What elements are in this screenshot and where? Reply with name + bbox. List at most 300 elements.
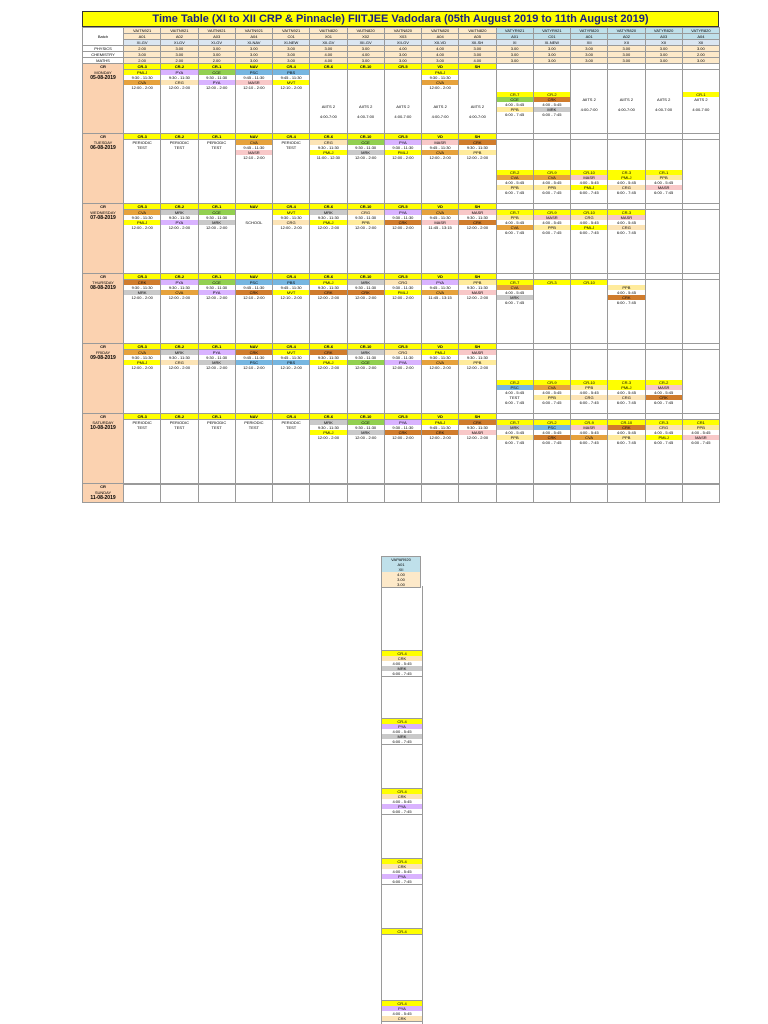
room-label: VD [422,274,459,280]
class-entry: 9:30 - 11:30 [317,285,339,290]
class-entry: PYA [385,140,421,145]
class-entry: PPB [534,185,570,190]
side-batch-column [381,556,421,1021]
batch-class: XI-NAV [235,40,272,46]
subject-hours: 3.00 [384,52,421,58]
room-label: SH [459,134,496,140]
subject-hours: 4.00 [310,52,347,58]
class-entry: PMLJ [124,70,160,75]
evening-slot [646,170,682,195]
class-entry: 12:00 - 2:00 [392,365,414,370]
class-entry: 9:45 - 11:30 [429,145,451,150]
evening-room: CR-3 [608,170,644,175]
class-entry: 9:30 - 11:30 [131,215,153,220]
schedule-cell [608,140,645,204]
class-entry: PPB [608,435,644,440]
schedule-cell [459,210,496,274]
batch-code: C01 [533,34,570,40]
class-entry: PSC [534,425,570,430]
side-entry: 4:00 - 5:45 [392,799,412,804]
class-entry [683,112,719,117]
class-entry: CRG [348,210,384,215]
schedule-cell [124,485,161,503]
class-entry: CVA [534,385,570,390]
class-entry: MRK [348,430,384,435]
class-entry: 12:00 - 2:00 [466,155,489,160]
subject-hours: 3.00 [235,52,272,58]
class-entry: 9:30 - 11:30 [168,285,190,290]
schedule-cell [161,485,198,503]
schedule-cell [645,485,682,503]
class-entry: 6:00 - 7:45 [505,112,525,117]
class-entry: PPB [497,107,533,112]
batch-name: VAITN921 [235,28,272,34]
evening-slot [497,92,533,117]
class-entry [124,435,160,440]
class-entry: PYA [161,70,197,75]
class-entry: 9:45 - 11:30 [280,285,302,290]
room-label: NAV [235,134,272,140]
schedule-cell [124,70,161,134]
room-label: CR-10 [347,134,384,140]
room-label: CR-5 [384,274,421,280]
subject-hours: 2.00 [124,46,161,52]
class-entry: CVA [124,210,160,215]
class-entry: 12:00 - 2:00 [429,365,451,370]
class-entry: MRK [348,350,384,355]
class-entry: CCE [348,140,384,145]
schedule-cell [459,70,496,134]
schedule-cell [235,140,272,204]
day-cell [83,134,124,204]
schedule-cell [496,70,533,134]
class-entry: 12:00 - 2:00 [466,365,489,370]
schedule-cell [310,350,347,414]
class-entry: PYA [199,80,235,85]
class-entry: AIITS 2 [470,104,485,109]
class-entry: 9:30 - 11:30 [206,285,228,290]
batch-class: XI-GV [124,40,161,46]
side-entry: PYA [382,804,422,809]
class-entry: 9:45 - 11:30 [243,285,265,290]
schedule-cell [347,485,384,503]
class-entry: 9:30 - 11:30 [131,355,153,360]
subject-hours: 3.00 [496,58,533,64]
class-entry: 6:00 - 7:45 [542,112,562,117]
batch-code: A04 [682,34,719,40]
evening-slot [497,420,533,445]
class-entry: TEST [248,425,259,430]
class-entry: 4:00-7:00 [394,114,412,119]
side-entry: 4:00 - 5:45 [392,1011,412,1016]
class-entry: CRK [385,220,421,225]
class-entry: 12:00 - 2:00 [429,155,451,160]
class-entry: CCE [348,420,384,425]
class-entry: CRG [161,360,197,365]
class-entry: PMLJ [124,220,160,225]
class-entry: MASR [646,385,682,390]
class-entry [199,155,235,160]
schedule-cell [198,70,235,134]
class-entry: CVA [534,175,570,180]
class-entry: MASR [236,80,272,85]
class-entry: 9:30 - 11:30 [355,145,377,150]
schedule-cell [198,210,235,274]
room-label: CR-6 [310,344,347,350]
evening-slot [571,210,607,235]
room-label: CR-3 [124,344,161,350]
class-entry: CCE [199,280,235,285]
side-room: CR-4 [382,719,422,724]
side-evening-block [381,1000,423,1022]
side-entry: PYA [382,1006,422,1011]
room-label: CR-5 [384,414,421,420]
day-date: 08-08-2019 [90,285,116,291]
class-entry: 4:00-7:00 [357,114,375,119]
class-entry: AIITS 2 [582,97,596,102]
class-entry: 9:30 - 11:30 [355,215,377,220]
schedule-cell [496,350,533,414]
class-entry: MRK [497,295,533,300]
class-entry [571,112,607,117]
class-entry: 9:45 - 11:30 [243,75,265,80]
class-entry: 6:00 - 7:45 [616,440,636,445]
schedule-cell [533,280,570,344]
schedule-cell [124,350,161,414]
schedule-cell [571,210,608,274]
class-entry: 9:45 - 11:30 [280,355,302,360]
subject-hours: 3.00 [571,46,608,52]
class-entry [422,119,458,124]
class-entry: PMLJ [422,70,458,75]
batch-class: XI-NEW [273,40,310,46]
class-entry: PERIODIC [281,140,301,145]
room-label: CR-2 [161,64,198,70]
class-entry: 12:00 - 2:00 [392,155,414,160]
subject-hours: 3.00 [533,58,570,64]
class-entry: CRK [236,290,272,295]
aiits-slot [422,104,458,124]
class-entry: 9:30 - 11:30 [466,285,488,290]
class-entry: PPB [571,385,607,390]
subject-hours: 3.00 [496,52,533,58]
class-entry: PPB [459,280,495,285]
class-entry: 4:00-7:00 [655,107,673,112]
side-entry: CRK [382,794,422,799]
schedule-cell [608,70,645,134]
subject-hours: 3.00 [198,46,235,52]
class-entry: 12:00 - 2:00 [317,435,340,440]
class-entry: PSC [497,385,533,390]
class-entry: AIITS 2 [396,104,410,109]
room-label: CR-6 [310,134,347,140]
evening-slot [608,170,644,195]
evening-slot [497,380,533,405]
class-entry: 4:00-7:00 [319,114,337,119]
class-entry [124,155,160,160]
class-entry: 12:00 - 2:00 [205,85,228,90]
subject-hours: 3.00 [645,52,682,58]
subject-hours: 3.00 [571,52,608,58]
class-entry: PYA [385,210,421,215]
schedule-cell [347,350,384,414]
room-label: CR-3 [124,414,161,420]
evening-slot [571,280,607,305]
class-entry: 4:00 - 5:45 [654,430,674,435]
class-entry: 12:00 - 2:00 [131,365,153,370]
class-entry: 4:00 - 5:45 [654,180,674,185]
schedule-cell [310,70,347,134]
evening-slot [534,170,570,195]
room-label: CR-6 [310,64,347,70]
room-label: CR-5 [384,64,421,70]
class-entry: 6:00 - 7:45 [542,190,562,195]
class-entry: 6:00 - 7:45 [542,440,562,445]
class-entry: CVA [497,225,533,230]
room-label: CR-2 [161,414,198,420]
class-entry: CRK [608,295,644,300]
subject-hours: 4.00 [347,52,384,58]
schedule-cell [496,140,533,204]
class-entry: 9:30 - 11:30 [466,425,488,430]
room-label: SH [459,414,496,420]
day-name: SATURDAY [92,420,114,425]
batch-name: VATYR921 [496,28,533,34]
side-entry: 4:00 - 5:45 [392,869,412,874]
evening-room: CR-3 [534,280,570,285]
room-label: CR-3 [124,134,161,140]
batch-class: XII-VD [422,40,459,46]
class-entry: 6:00 - 7:45 [654,400,674,405]
room-label: CR-1 [198,64,235,70]
side-hours-maths: 3.00 [382,582,420,587]
class-entry: PMLJ [310,280,346,285]
day-date: 09-08-2019 [90,355,116,361]
class-entry: 12:00 - 2:00 [429,85,451,90]
class-entry: 9:30 - 11:30 [280,215,302,220]
side-entry: 6:00 - 7:45 [392,671,412,676]
class-entry: 12:00 - 2:00 [392,435,414,440]
schedule-cell [459,485,496,503]
room-label: CR-2 [161,204,198,210]
evening-slot [534,92,570,117]
class-entry: PMLJ [571,185,607,190]
class-entry: CRG [571,215,607,220]
class-entry: 12:00 - 2:00 [317,225,340,230]
schedule-cell [571,140,608,204]
subject-hours: 3.00 [198,52,235,58]
side-entry: 6:00 - 7:45 [392,879,412,884]
batch-class: XI-GV [198,40,235,46]
room-label: CR-3 [124,274,161,280]
class-entry: MASR [422,140,458,145]
class-entry: 9:30 - 11:30 [317,425,339,430]
class-entry: 12:00 - 2:00 [392,295,414,300]
batch-name: VATYR921 [533,28,570,34]
evening-slot [608,210,644,235]
class-entry: 9:30 - 11:30 [317,355,339,360]
class-entry [161,435,197,440]
timetable-grid [82,27,720,503]
schedule-cell [608,485,645,503]
room-label: CR-2 [161,134,198,140]
class-entry: 4:00 - 5:45 [542,390,562,395]
subject-hours: 3.00 [273,58,310,64]
class-entry: CRG [608,185,644,190]
class-entry: TEST [509,395,520,400]
class-entry: MRK [161,210,197,215]
schedule-cell [571,280,608,344]
subject-hours: 3.00 [459,46,496,52]
class-entry: CVA [422,210,458,215]
class-entry: 4:00 - 5:45 [616,220,636,225]
side-entry: PYA [382,724,422,729]
room-label: CR-3 [124,204,161,210]
class-entry: 6:00 - 7:45 [542,230,562,235]
class-entry: CRG [273,220,309,225]
class-entry: 12:00 - 2:00 [205,225,228,230]
class-entry: PERIODIC [206,420,227,425]
evening-slot [497,210,533,235]
batch-name: VAITN921 [198,28,235,34]
class-entry: 12:10 - 2:00 [243,155,265,160]
evening-slot [646,92,682,117]
class-entry [571,300,607,305]
class-entry: 9:30 - 11:30 [168,215,190,220]
schedule-cell [533,420,570,484]
batch-name: VAITN820 [310,28,347,34]
schedule-cell [124,140,161,204]
class-entry: 12:00 - 2:00 [392,225,414,230]
class-entry: 12:00 - 2:00 [466,225,489,230]
room-label: CR-5 [384,344,421,350]
class-entry [161,155,197,160]
class-entry: 9:45 - 11:30 [429,215,451,220]
class-entry: 6:00 - 7:45 [505,230,525,235]
class-entry: CRK [459,420,495,425]
subject-hours: 3.00 [682,46,719,52]
schedule-cell [571,350,608,414]
batch-class: XII-SH [459,40,496,46]
class-entry: 9:30 - 11:30 [429,355,451,360]
class-entry [236,435,272,440]
evening-room: CR-2 [497,170,533,175]
subject-hours: 2.00 [161,58,198,64]
class-entry: CRG [385,350,421,355]
class-entry: 4:00 - 5:45 [654,390,674,395]
subject-hours: 4.00 [459,58,496,64]
schedule-cell [161,210,198,274]
class-entry [273,155,309,160]
side-entry: 4:00 - 5:45 [392,729,412,734]
room-label: CR-6 [310,204,347,210]
class-entry: 9:30 - 11:30 [317,145,339,150]
class-entry: CRK [310,350,346,355]
schedule-cell [384,70,421,134]
schedule-cell [235,210,272,274]
day-cr-label: CR [100,134,106,139]
schedule-cell [310,280,347,344]
schedule-cell [124,280,161,344]
class-entry: 11:00 - 12:30 [316,155,341,160]
class-entry [646,112,682,117]
class-entry: PMLJ [310,430,346,435]
room-label: CR-4 [273,414,310,420]
subject-hours: 3.00 [533,46,570,52]
batch-label: Batch [83,28,124,46]
class-entry: 12:10 - 2:00 [243,295,265,300]
side-entry: 6:00 - 7:45 [392,809,412,814]
schedule-cell [310,485,347,503]
subject-hours: 2.00 [682,52,719,58]
class-entry: PPB [497,435,533,440]
side-hours-physics: 4.00 [382,572,420,577]
batch-name: VAITN820 [459,28,496,34]
class-entry: 9:45 - 11:30 [243,145,265,150]
subject-hours: 3.00 [273,46,310,52]
class-entry: PERIODIC [169,420,190,425]
class-entry: 9:30 - 11:30 [429,75,451,80]
schedule-cell [645,210,682,274]
room-label: CR-6 [310,274,347,280]
class-entry: 6:00 - 7:45 [579,400,599,405]
class-entry: 4:00 - 5:45 [542,430,562,435]
schedule-cell [459,350,496,414]
class-entry: MVT [273,80,309,85]
batch-code: A01 [124,34,161,40]
schedule-cell [124,210,161,274]
room-label: CR-1 [198,344,235,350]
aiits-slot [385,104,421,124]
class-entry: PYA [385,360,421,365]
class-entry: 12:00 - 2:00 [168,85,191,90]
schedule-cell [533,485,570,503]
subject-hours: 2.00 [124,58,161,64]
day-cr-label: CR [100,344,106,349]
day-cell [83,344,124,414]
subject-hours: 3.00 [459,52,496,58]
room-label: VD [422,344,459,350]
class-entry: MASR [683,435,719,440]
class-entry: 9:30 - 11:30 [355,425,377,430]
class-entry: PPB [646,175,682,180]
class-entry: 4:00 - 5:45 [616,180,636,185]
day-name: TUESDAY [93,140,113,145]
class-entry: CRG [161,80,197,85]
class-entry [385,119,421,124]
batch-name: VATYR820 [608,28,645,34]
class-entry: 4:00 - 5:45 [616,390,636,395]
class-entry: TEST [286,145,297,150]
schedule-cell [273,210,310,274]
evening-room: CR-7 [497,280,533,285]
class-entry: 6:00 - 7:45 [505,440,525,445]
schedule-cell [310,140,347,204]
class-entry: PPB [348,220,384,225]
class-entry: MASR [236,150,272,155]
evening-room: CR-7 [497,92,533,97]
schedule-cell [198,280,235,344]
side-evening-block [381,858,423,885]
class-entry: 9:30 - 11:30 [392,145,414,150]
subject-hours: 3.00 [571,58,608,64]
batch-name: VAITN820 [384,28,421,34]
day-date: 05-08-2019 [90,75,116,81]
evening-room: CR1 [683,420,719,425]
room-label: CR-1 [198,204,235,210]
room-label: NAV [235,204,272,210]
schedule-cell [422,420,459,484]
